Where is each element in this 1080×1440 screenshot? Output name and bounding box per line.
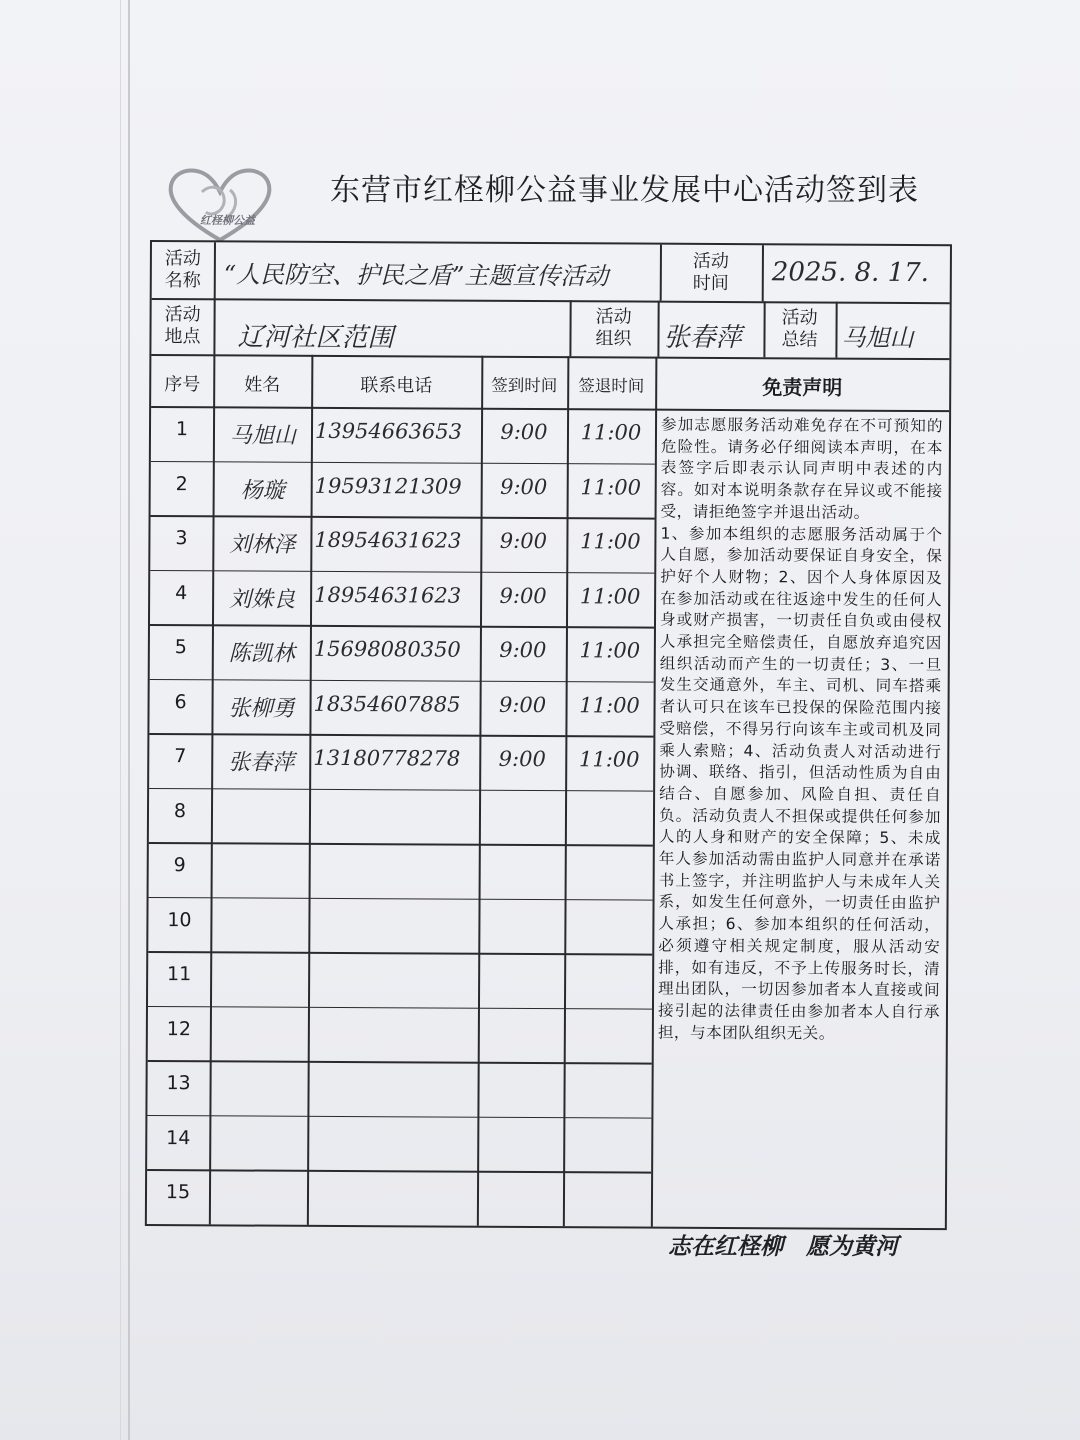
row-seq: 15: [165, 1181, 191, 1204]
row-rule: [151, 515, 655, 519]
rule: [152, 298, 950, 304]
row-seq: 10: [167, 908, 192, 931]
row-rule: [147, 1114, 651, 1118]
row-checkin: 9:00: [499, 583, 547, 608]
row-rule: [150, 570, 654, 574]
col-checkin-header: 签到时间: [491, 375, 558, 396]
row-rule: [149, 842, 653, 846]
row-name: 马旭山: [229, 423, 297, 449]
disclaimer-text: 参加志愿服务活动难免存在不可预知的危险性。请务必仔细阅读本声明，在本表签字后即表示认同声明中表述的内容。如对本说明条款存在异议或不能接受，请拒绝签字并退出活动。 1、参加本组织的志愿服务活动属于个人自愿，参加活动要保证自身安全，保护好个人财物；2、因个人身体原因及在参加活动或在往返途中发生的任何人身或财产损害，一切责任自负或由侵权人承担完全赔偿责任，自愿放弃追究因组织活动而产生的一切责任；3、一旦发生交通意外，车主、司机、同车搭乘者认可只在该车已投保的保险范围内接受赔偿，不得另行向该车主或司机及同乘人索赔；4、活动负责人对活动进行协调、联络、指引，但活动性质为自由结合、自愿参加、风险自担、责任自负。活动负责人不担保或提供任何参加人的人身和财产的安全保障；5、未成年人参加活动需由监护人同意并在承诺书上签字，并注明监护人与未成年人关系，如发生任何意外，一切责任由监护人承担；6、参加本组织的任何活动，必须遵守相关规定制度，服从活动安排，如有违反，不予上传服务时长，清理出团队，一切因参加者本人直接或间接引起的法律责任由参加者本人自行承担，与本团队组织无关。: [657, 415, 944, 1043]
organizer-value: 张春萍: [663, 322, 742, 354]
summary-label: [763, 307, 835, 351]
row-phone: [312, 1018, 476, 1019]
row-rule: [148, 1006, 652, 1010]
row-seq: 5: [174, 636, 187, 659]
row-rule: [150, 624, 654, 628]
rule: [151, 406, 949, 412]
row-seq: 11: [167, 963, 192, 986]
col-name-header: 姓名: [244, 374, 281, 396]
activity-time-label-text: 活动 时间: [692, 250, 729, 295]
row-seq: 3: [175, 527, 188, 550]
row-checkin: 9:00: [498, 692, 547, 717]
row-name: 杨璇: [240, 477, 285, 504]
rule: [657, 301, 659, 357]
organizer-label: [569, 306, 657, 350]
row-checkout: 11:00: [578, 747, 640, 772]
row-checkout: 11:00: [580, 474, 642, 500]
row-phone: [312, 909, 476, 910]
sign-in-sheet: [145, 240, 952, 1230]
row-name: 陈凯林: [228, 641, 295, 667]
row-rule: [149, 788, 653, 792]
rule: [762, 245, 764, 301]
location-label: [151, 304, 213, 348]
row-phone: [313, 800, 477, 801]
row-name: 刘姝良: [229, 586, 296, 613]
disclaimer-title: 免责声明: [762, 375, 843, 400]
row-rule: [148, 1060, 652, 1064]
summary-label-text: 活动 总结: [781, 307, 818, 351]
activity-name-label-text: 活动 名称: [164, 248, 201, 292]
row-phone: [312, 1073, 476, 1074]
row-seq: 4: [175, 581, 188, 604]
row-checkout: 11:00: [580, 420, 642, 445]
row-checkin: 9:00: [500, 419, 548, 445]
row-checkin: 9:00: [499, 528, 548, 554]
row-seq: 14: [166, 1126, 191, 1149]
rule: [835, 302, 837, 358]
row-rule: [147, 1169, 651, 1173]
activity-name-label: [152, 248, 214, 292]
row-phone: 19593121309: [314, 473, 462, 499]
row-rule: [150, 679, 654, 683]
page-title: 东营市红柽柳公益事业发展中心活动签到表: [330, 173, 919, 208]
row-rule: [151, 461, 655, 465]
row-phone: 18954631623: [314, 582, 462, 608]
row-name: 张柳勇: [228, 695, 295, 722]
row-phone: [312, 964, 476, 965]
activity-time-value: 2025. 8. 17.: [771, 257, 930, 289]
row-seq: 6: [174, 690, 187, 713]
activity-time-label: [660, 251, 762, 296]
row-checkin: 9:00: [498, 746, 546, 772]
organizer-label-text: 活动 组织: [595, 306, 632, 350]
row-seq: 9: [173, 854, 186, 877]
binding-edge-line: [128, 0, 130, 1440]
row-checkout: 11:00: [579, 583, 641, 609]
row-phone: 15698080350: [313, 636, 461, 662]
row-rule: [149, 733, 653, 737]
row-checkin: 9:00: [500, 474, 548, 499]
row-seq: 8: [173, 799, 187, 822]
row-phone: [311, 1127, 475, 1128]
row-phone: 18354607885: [313, 691, 461, 717]
slogan: 志在红柽柳 愿为黄河: [668, 1233, 898, 1260]
row-phone: 18954631623: [314, 527, 462, 553]
row-checkin: 9:00: [499, 637, 547, 663]
row-phone: [311, 1182, 475, 1183]
row-seq: 12: [166, 1017, 192, 1040]
row-name: 刘林泽: [229, 532, 296, 558]
col-seq-header: 序号: [164, 374, 201, 396]
binding-edge: [120, 0, 121, 1440]
col-checkout-header: 签退时间: [578, 376, 645, 396]
row-seq: 13: [166, 1072, 191, 1095]
row-seq: 1: [175, 418, 189, 441]
summary-value: 马旭山: [841, 323, 914, 352]
activity-name-value: “人民防空、护民之盾”主题宣传活动: [223, 260, 609, 291]
col-phone-header: 联系电话: [360, 375, 433, 397]
row-seq: 7: [174, 745, 187, 768]
row-checkout: 11:00: [579, 692, 640, 718]
row-rule: [149, 897, 653, 901]
logo-caption: 红柽柳公益: [200, 214, 255, 227]
heart-logo-icon: [160, 162, 280, 244]
row-seq: 2: [175, 472, 188, 495]
row-phone: [313, 855, 477, 856]
location-label-text: 活动 地点: [164, 304, 201, 348]
row-phone: 13180778278: [313, 745, 461, 771]
location-value: 辽河社区范围: [237, 322, 394, 354]
row-checkout: 11:00: [579, 638, 641, 663]
row-name: 张春萍: [228, 750, 295, 776]
row-rule: [148, 951, 652, 955]
row-checkout: 11:00: [580, 529, 641, 554]
row-phone: 13954663653: [314, 418, 463, 444]
